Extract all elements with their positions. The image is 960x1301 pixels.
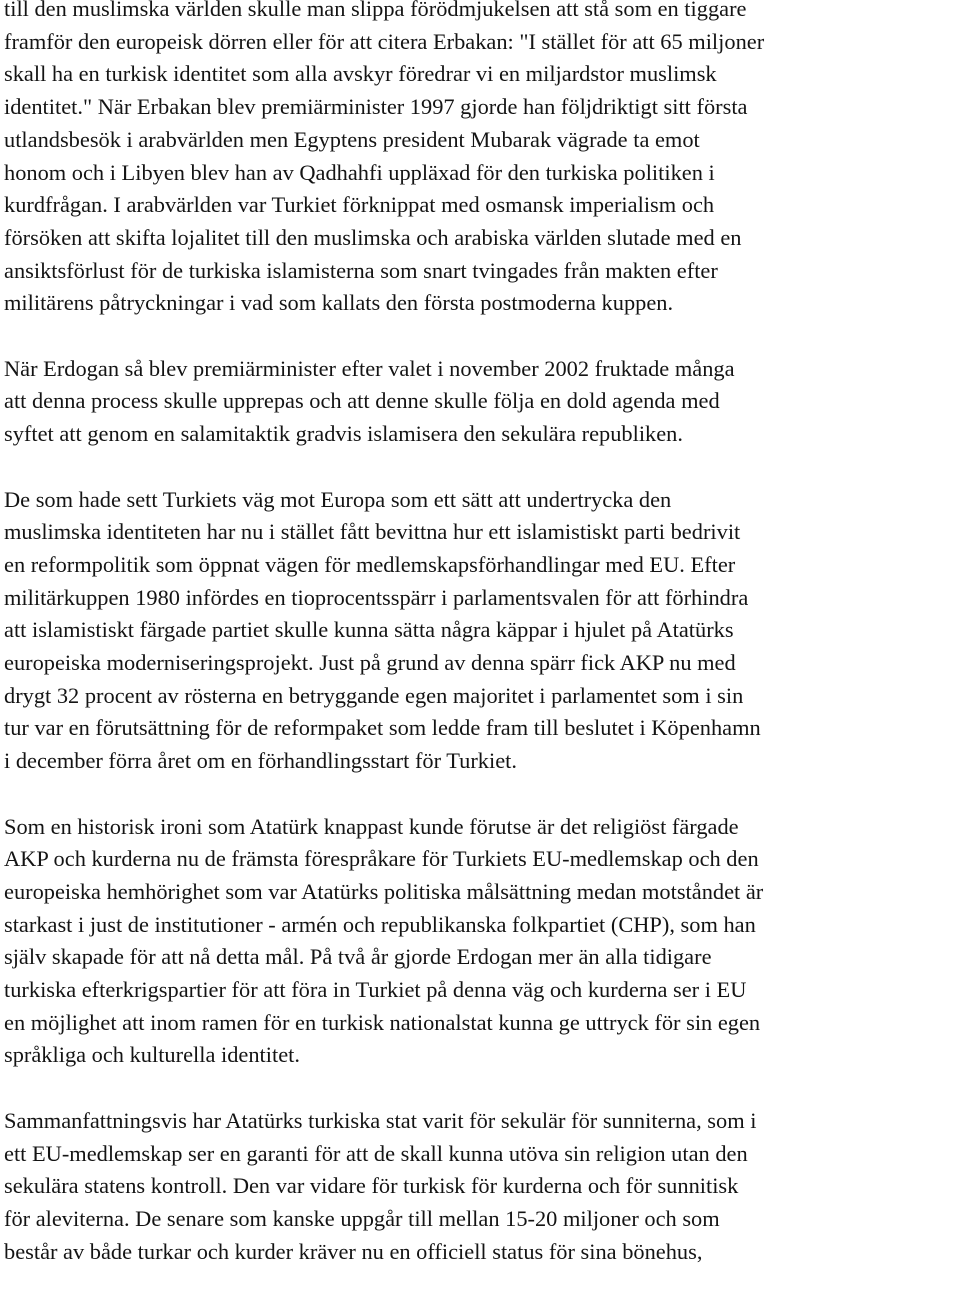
text-line: militärens påtryckningar i vad som kallats den första postmoderna kuppen.: [4, 290, 674, 316]
text-line: ett EU-medlemskap ser en garanti för att de skall kunna utöva sin religion utan den: [4, 1140, 748, 1166]
text-line: När Erdogan så blev premiärminister efter valet i november 2002 fruktade många: [4, 355, 735, 381]
text-line: muslimska identiteten har nu i stället fått bevittna hur ett islamistiskt parti bedrivit: [4, 519, 741, 545]
text-line: Som en historisk ironi som Atatürk knappast kunde förutse är det religiöst färgade: [4, 813, 739, 839]
text-line: identitet." När Erbakan blev premiärminister 1997 gjorde han följdriktigt sitt första: [4, 94, 748, 120]
text-line: tur var en förutsättning för de reformpaket som ledde fram till beslutet i Köpenhamn: [4, 715, 761, 741]
text-line: kurdfrågan. I arabvärlden var Turkiet förknippat med osmansk imperialism och: [4, 192, 715, 218]
text-line: skall ha en turkisk identitet som alla avskyr föredrar vi en miljardstor muslimsk: [4, 61, 717, 87]
text-line: Sammanfattningsvis har Atatürks turkiska stat varit för sekulär för sunniterna, som i: [4, 1107, 757, 1133]
text-line: en reformpolitik som öppnat vägen för medlemskapsförhandlingar med EU. Efter: [4, 551, 736, 577]
text-line: själv skapade för att nå detta mål. På två år gjorde Erdogan mer än alla tidigare: [4, 944, 712, 970]
text-line: starkast i just de institutioner - armén och republikanska folkpartiet (CHP), som han: [4, 911, 756, 937]
text-line: europeiska moderniseringsprojekt. Just på grund av denna spärr fick AKP nu med: [4, 650, 736, 676]
text-line: sekulära statens kontroll. Den var vidare för turkisk för kurderna och för sunnitisk: [4, 1173, 739, 1199]
text-line: europeiska hemhörighet som var Atatürks politiska målsättning medan motståndet är: [4, 878, 764, 904]
text-line: till den muslimska världen skulle man slippa förödmjukelsen att stå som en tiggare: [4, 0, 747, 21]
text-line: en möjlighet att inom ramen för en turkisk nationalstat kunna ge uttryck för sin egen: [4, 1009, 761, 1035]
text-line: består av både turkar och kurder kräver nu en officiell status för sina bönehus,: [4, 1238, 703, 1264]
text-line: De som hade sett Turkiets väg mot Europa som ett sätt att undertrycka den: [4, 486, 672, 512]
paragraph-1: [4, 0, 956, 320]
text-line: turkiska efterkrigspartier för att föra in Turkiet på denna väg och kurderna ser i EU: [4, 977, 747, 1003]
text-line: att islamistiskt färgade partiet skulle kunna sätta några käppar i hjulet på Atatürks: [4, 617, 734, 643]
text-line: i december förra året om en förhandlingsstart för Turkiet.: [4, 748, 517, 774]
text-line: framför den europeisk dörren eller för att citera Erbakan: "I stället för att 65 miljoner: [4, 28, 765, 54]
text-line: syftet att genom en salamitaktik gradvis islamisera den sekulära republiken.: [4, 421, 683, 447]
document-body: [4, 0, 956, 1301]
text-line: ansiktsförlust för de turkiska islamisterna som snart tvingades från makten efter: [4, 257, 718, 283]
text-line: AKP och kurderna nu de främsta förespråkare för Turkiets EU-medlemskap och den: [4, 846, 759, 872]
paragraph-5: [4, 1105, 956, 1269]
text-line: drygt 32 procent av rösterna en betryggande egen majoritet i parlamentet som i sin: [4, 682, 744, 708]
text-line: språkliga och kulturella identitet.: [4, 1042, 300, 1068]
text-line: försöken att skifta lojalitet till den muslimska och arabiska världen slutade med en: [4, 224, 742, 250]
text-line: för aleviterna. De senare som kanske uppgår till mellan 15-20 miljoner och som: [4, 1205, 720, 1231]
text-line: honom och i Libyen blev han av Qadhahfi uppläxad för den turkiska politiken i: [4, 159, 715, 185]
paragraph-3: [4, 484, 956, 778]
text-line: att denna process skulle upprepas och att denne skulle följa en dold agenda med: [4, 388, 720, 414]
text-line: utlandsbesök i arabvärlden men Egyptens president Mubarak vägrade ta emot: [4, 126, 700, 152]
paragraph-2: [4, 353, 956, 451]
paragraph-4: [4, 811, 956, 1073]
text-line: militärkuppen 1980 infördes en tioprocentsspärr i parlamentsvalen för att förhindra: [4, 584, 749, 610]
